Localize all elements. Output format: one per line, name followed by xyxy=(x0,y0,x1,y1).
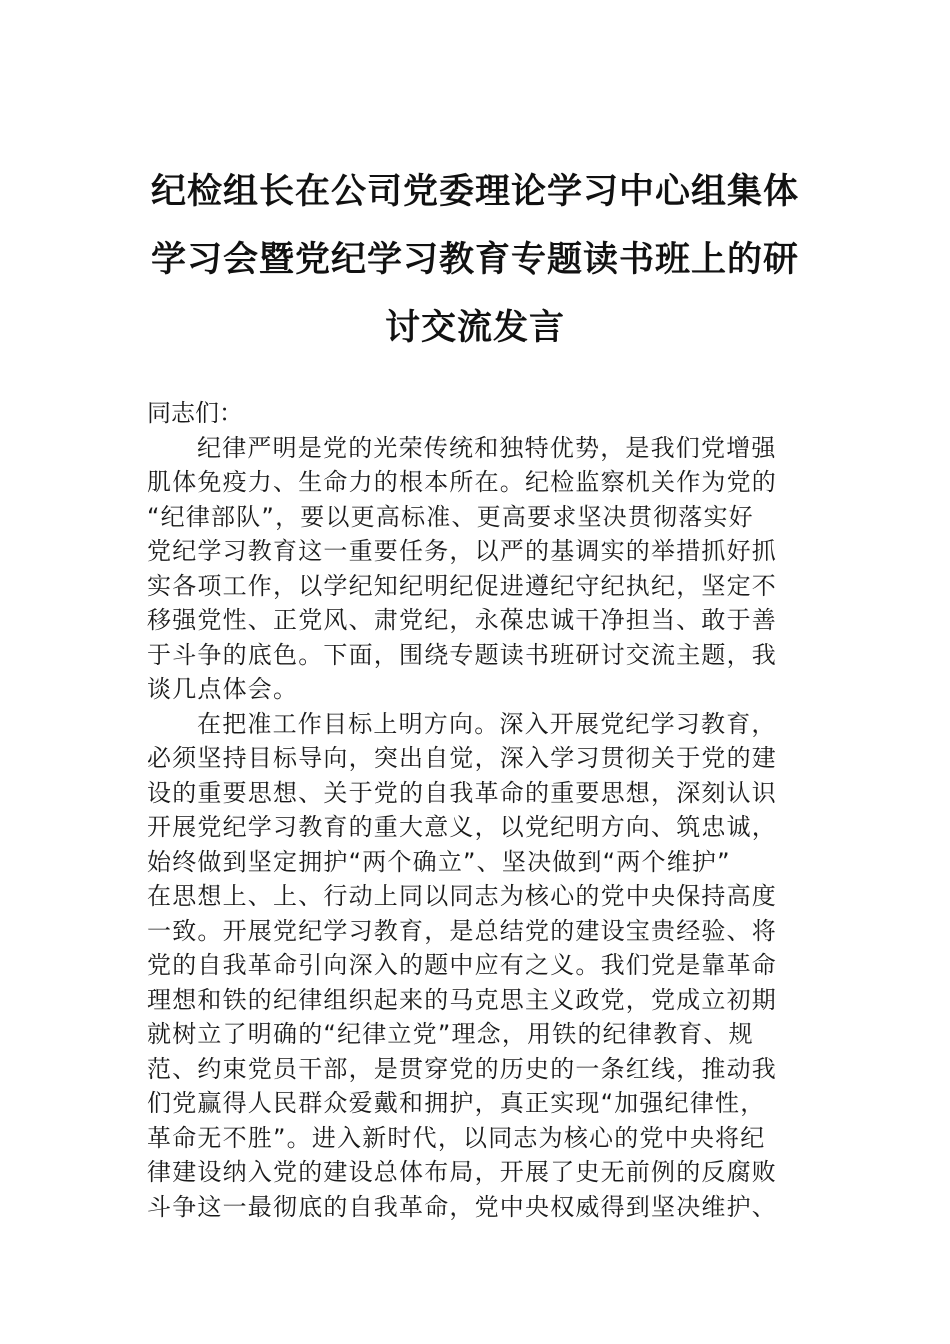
title-line: 学习会暨党纪学习教育专题读书班上的研 xyxy=(150,239,799,280)
paragraph xyxy=(147,707,807,1225)
paragraph-line: 在思想上、上、行动上同以同志为核心的党中央保持高度 xyxy=(147,882,777,910)
paragraph-line: 谈几点体会。 xyxy=(147,675,299,703)
paragraph-line: 纪律严明是党的光荣传统和独特优势，是我们党增强 xyxy=(197,433,777,462)
paragraph-line: 范、约束党员干部，是贯穿党的历史的一条红线，推动我 xyxy=(147,1054,777,1083)
paragraph-line: 革命无不胜”。进入新时代，以同志为核心的党中央将纪 xyxy=(147,1123,766,1152)
title-line: 讨交流发言 xyxy=(384,307,565,348)
paragraph-line: 在把准工作目标上明方向。深入开展党纪学习教育， xyxy=(197,709,777,738)
paragraph-line: 党纪学习教育这一重要任务，以严的基调实的举措抓好抓 xyxy=(147,537,777,565)
paragraph-line: 们党赢得人民群众爱戴和拥护，真正实现“加强纪律性， xyxy=(147,1089,766,1117)
paragraph-line: 党的自我革命引向深入的题中应有之义。我们党是靠革命 xyxy=(147,951,777,979)
document-title xyxy=(120,158,830,362)
paragraph-line: 律建设纳入党的建设总体布局，开展了史无前例的反腐败 xyxy=(147,1158,777,1186)
paragraph-line: 就树立了明确的“纪律立党”理念，用铁的纪律教育、规 xyxy=(147,1020,754,1048)
paragraph-line: 始终做到坚定拥护“两个确立”、坚决做到“两个维护” xyxy=(147,847,731,876)
paragraph-line: “纪律部队”，要以更高标准、更高要求坚决贯彻落实好 xyxy=(147,502,754,531)
paragraph-line: 移强党性、正党风、肃党纪，永葆忠诚干净担当、敢于善 xyxy=(147,606,777,634)
paragraph-line: 理想和铁的纪律组织起来的马克思主义政党，党成立初期 xyxy=(147,985,777,1014)
paragraph-line: 设的重要思想、关于党的自我革命的重要思想，深刻认识 xyxy=(147,778,777,807)
document-body xyxy=(147,396,807,1224)
title-line: 纪检组长在公司党委理论学习中心组集体 xyxy=(150,171,799,212)
paragraph xyxy=(147,431,807,707)
paragraph-line: 肌体免疫力、生命力的根本所在。纪检监察机关作为党的 xyxy=(147,468,777,496)
paragraph-line: 斗争这一最彻底的自我革命，党中央权威得到坚决维护、 xyxy=(147,1192,777,1221)
paragraph-line: 于斗争的底色。下面，围绕专题读书班研讨交流主题，我 xyxy=(147,640,777,669)
paragraph-line: 实各项工作，以学纪知纪明纪促进遵纪守纪执纪，坚定不 xyxy=(147,571,777,600)
paragraph-line: 一致。开展党纪学习教育，是总结党的建设宝贵经验、将 xyxy=(147,916,777,945)
paragraph-line: 开展党纪学习教育的重大意义，以党纪明方向、筑忠诚， xyxy=(147,813,777,841)
salutation: 同志们： xyxy=(147,399,243,427)
paragraph-line: 必须坚持目标导向，突出自觉，深入学习贯彻关于党的建 xyxy=(147,744,777,772)
